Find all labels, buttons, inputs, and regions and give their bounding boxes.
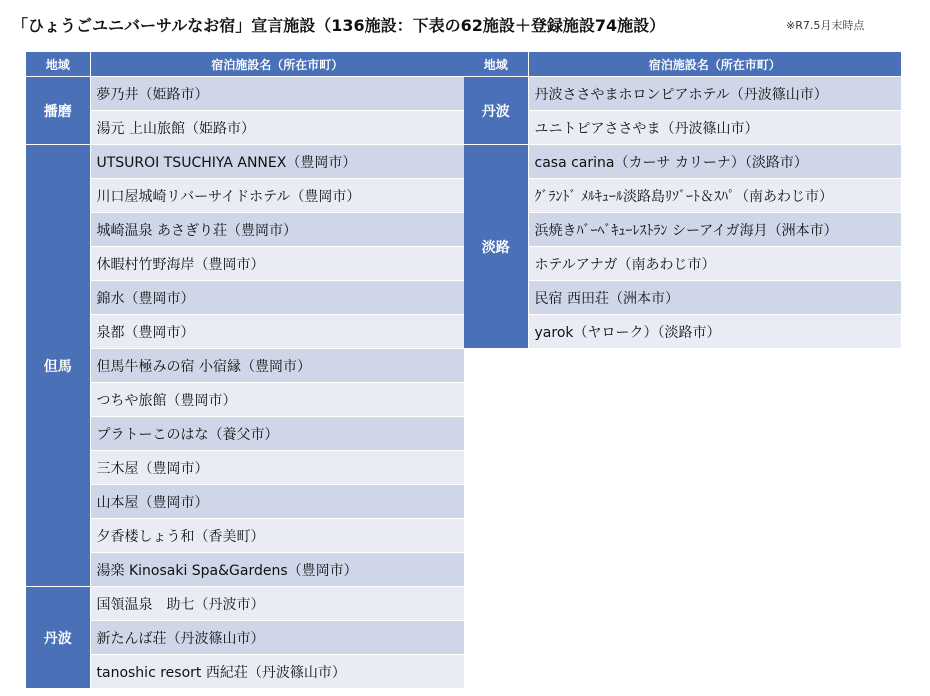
facility-name-cell: 民宿 西田荘（洲本市） [528,281,901,315]
table-row [26,655,464,689]
table-row [464,179,901,213]
table-row [26,519,464,553]
table-row [26,281,464,315]
table-row [26,315,464,349]
table-row [26,179,464,213]
page-title: 「ひょうごユニバーサルなお宿」宣言施設（136施設：下表の62施設＋登録施設74施設） [12,16,666,35]
region-cell: 播磨 [26,77,90,145]
facility-name-cell: つちや旅館（豊岡市） [90,383,464,417]
facility-table-right [464,52,901,348]
region-cell: 淡路 [464,145,528,349]
facility-name-cell: 城崎温泉 あさぎり荘（豊岡市） [90,213,464,247]
table-row [464,315,901,349]
table-row [464,77,901,111]
table-row [26,417,464,451]
facility-name-cell: ユニトピアささやま（丹波篠山市） [528,111,901,145]
facility-name-cell: 三木屋（豊岡市） [90,451,464,485]
facility-name-cell: ｸﾞﾗﾝﾄﾞ ﾒﾙｷｭｰﾙ淡路島ﾘｿﾞｰﾄ＆ｽﾊﾟ（南あわじ市） [528,179,901,213]
facility-name-cell: 泉都（豊岡市） [90,315,464,349]
facility-name-cell: 川口屋城崎リバーサイドホテル（豊岡市） [90,179,464,213]
table-row [26,111,464,145]
facility-name-cell: tanoshic resort 西紀荘（丹波篠山市） [90,655,464,689]
facility-table-left [26,52,464,688]
facility-name-cell: 浜焼きﾊﾞｰﾍﾞｷｭｰﾚｽﾄﾗﾝ シーアイガ海月（洲本市） [528,213,901,247]
facility-name-cell: 夕香楼しょう和（香美町） [90,519,464,553]
table-row [26,349,464,383]
table-row [26,485,464,519]
facility-name-cell: UTSUROI TSUCHIYA ANNEX（豊岡市） [90,145,464,179]
facility-name-cell: 湯元 上山旅館（姫路市） [90,111,464,145]
region-cell: 丹波 [464,77,528,145]
table-row [26,383,464,417]
facility-name-cell: 休暇村竹野海岸（豊岡市） [90,247,464,281]
facility-name-cell: 錦水（豊岡市） [90,281,464,315]
region-header: 地域 [464,52,528,77]
region-cell: 丹波 [26,587,90,689]
region-cell: 但馬 [26,145,90,587]
facility-header: 宿泊施設名（所在市町） [528,52,901,77]
table-row [464,145,901,179]
table-row [464,247,901,281]
table-row [26,451,464,485]
facility-name-cell: 新たんば荘（丹波篠山市） [90,621,464,655]
facility-name-cell: ホテルアナガ（南あわじ市） [528,247,901,281]
table-row [464,213,901,247]
facility-name-cell: casa carina（カーサ カリーナ）（淡路市） [528,145,901,179]
table-row [26,213,464,247]
table-row [26,621,464,655]
table-row [26,247,464,281]
table-row [26,553,464,587]
facility-name-cell: 国領温泉 助七（丹波市） [90,587,464,621]
facility-name-cell: 夢乃井（姫路市） [90,77,464,111]
table-row [26,587,464,621]
facility-name-cell: yarok（ヤローク）（淡路市） [528,315,901,349]
date-note: ※R7.5月末時点 [786,19,865,32]
facility-header: 宿泊施設名（所在市町） [90,52,464,77]
region-header: 地域 [26,52,90,77]
table-row [464,111,901,145]
facility-name-cell: 山本屋（豊岡市） [90,485,464,519]
table-row [26,145,464,179]
facility-name-cell: プラトーこのはな（養父市） [90,417,464,451]
table-row [26,77,464,111]
facility-name-cell: 丹波ささやまホロンピアホテル（丹波篠山市） [528,77,901,111]
facility-name-cell: 但馬牛極みの宿 小宿縁（豊岡市） [90,349,464,383]
facility-name-cell: 湯楽 Kinosaki Spa&Gardens（豊岡市） [90,553,464,587]
table-row [464,281,901,315]
